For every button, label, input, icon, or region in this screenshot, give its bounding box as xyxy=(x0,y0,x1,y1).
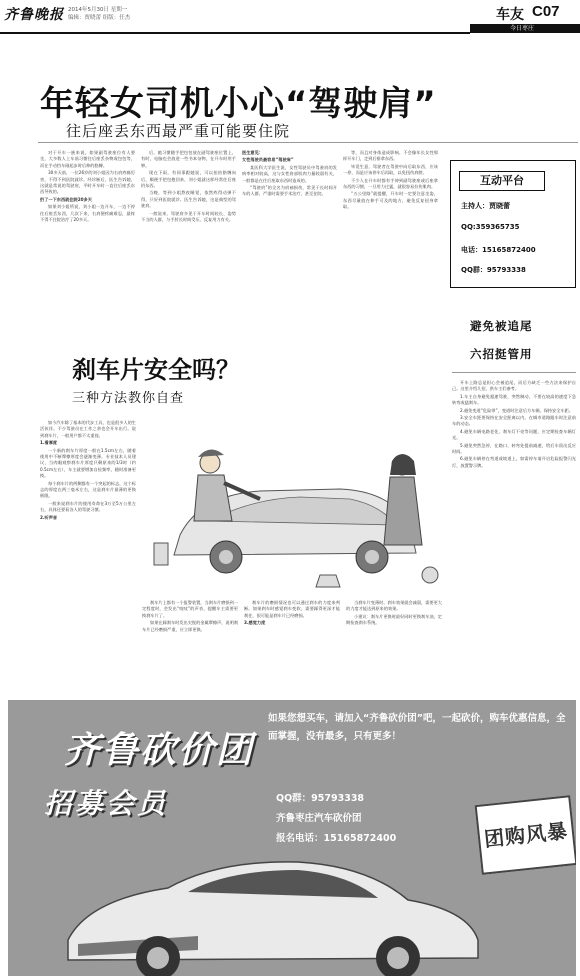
qq-label: QQ: xyxy=(461,223,476,231)
ad-phone-number: 15165872400 xyxy=(323,833,397,844)
tip-paragraph: 5.避免突然急停，在路口、转弯处提前减速，给后车留出反应时间。 xyxy=(452,442,576,455)
tip-paragraph: 3.安全车距要保持在安全距离以内，在城市道路跟车时注意前车的动态。 xyxy=(452,415,576,427)
story1-column-3 xyxy=(242,150,337,340)
ad-qq-number: 95793338 xyxy=(311,793,365,804)
editors-line: 编辑：贾晓蕾 组版：任杰 xyxy=(68,15,131,21)
story2-paragraph: 小建议：刹车片更换时最好同时更换刹车油，定期检查刹车系统。 xyxy=(346,613,442,626)
story2-paragraph: 一般来说刹车片的使用寿命在3万至5万公里左右，具体还要看各人的驾驶习惯。 xyxy=(40,500,136,513)
host-label: 主持人： xyxy=(461,202,489,210)
story1-paragraph: 等，而且对身体造成影响。不会像年长女性那样开车门，走到后排拿东西。 xyxy=(343,150,438,162)
story2-paragraph: 当刹车片变薄时，刹车效果就会减弱，需要更大的力度才能达到原来的效果。 xyxy=(346,600,442,612)
interactive-platform-box xyxy=(450,160,576,288)
story1-column-1 xyxy=(40,150,135,340)
masthead xyxy=(0,0,580,34)
story2-paragraph: 每个刹车片的两侧都有一个突起的标志，这个标志的厚度在两三毫米左右，这是刹车片最薄的更换极限。 xyxy=(40,480,136,499)
story2-headline: 刹车片安全吗？ xyxy=(72,356,240,384)
sub-section-label: 今日枣庄 xyxy=(510,25,535,32)
story1-paragraph: 30多天前，一位26岁的刘小姐因为右肩疼痛厉害，不得不到医院就诊。经诊断后，医生告诉她，这就是常说的驾驶肩，平时开车时一直往后座丢东西导致的。 xyxy=(40,170,135,195)
story1-subhead: 往后座丢东西最严重可能要住院 xyxy=(66,122,291,140)
story2-paragraph: 如今汽车除了基本的代步工具，也是很多人的生活伙伴。不少驾驶员在工作之余也会开车出行。说到刹车片，一般用户都不太重视。 xyxy=(40,420,136,438)
tips-title-2: 六招挺管用 xyxy=(470,347,533,361)
date-line: 2014年5月30日 星期一 xyxy=(68,7,128,13)
story2-paragraph: 如果在踩刹车时发出尖锐的金属摩擦声，说明刹车片已经磨损严重，应立即更换。 xyxy=(142,620,238,632)
story1-paragraph: 某医科大学医生说，女性驾驶员中驾驶肩的发病率相对较高，这与女性肩部肌肉力量较弱有关，一般都是在往后座取东西时造成的。 xyxy=(242,164,337,183)
tel-label: 电话： xyxy=(461,246,482,254)
page-number: C07 xyxy=(532,3,560,20)
ad-qq-line xyxy=(276,790,364,804)
qqgroup-label: QQ群： xyxy=(461,266,487,274)
ad-slogan: 招募会员 xyxy=(44,787,169,820)
story1-paragraph: “驾驶肩”的全名为肩袖损伤，常见于长时间开车的人群，严重时需要手术治疗，甚至住院。 xyxy=(242,185,337,197)
qq-line xyxy=(461,223,520,231)
qq-number: 359365735 xyxy=(475,223,520,231)
story1-paragraph: 对于开车一族来说，如果副驾驶座位有人要坐，大多数人上车前习惯往后座丢杂物或包包等，而在手动挡车刚起步时后伸的胳膊。 xyxy=(40,150,135,168)
advertisement xyxy=(8,700,576,976)
story1-paragraph: 后，她习惯随手把包包放在副驾驶座位置上，有时，电脑也会放进一些书本杂物，在开车时用手够。 xyxy=(141,150,236,168)
story2-paragraph: 刹车片上都有一个报警装置，当刹车片磨损到一定程度时，会发出“吱吱”的声音，提醒车主需要更换刹车片了。 xyxy=(142,600,238,618)
story2-column-1 xyxy=(40,420,136,685)
story2-paragraph: 刹车片的磨损情况也可以通过刹车的力度来判断。如果刹车时感觉刹车变软，需要踩得更深才能刹住，很可能是刹车片已经磨损。 xyxy=(244,600,340,618)
story2-paragraph: 一个新的刹车片厚度一般在1.5cm左右，随着使用中不断摩擦厚度会逐渐变薄。专业技术人员建议，当肉眼观察刹车片厚度只剩原来的1/3时（约0.5cm左右），车主就要增加自检频率，随时准备更换。 xyxy=(40,447,136,479)
story1-paragraph: 如果刘小姐所说，刘小姐一边开车，一边不停往后座丢东西，几次下来，右肩便疼痛难忍，最终不得不住院治疗了20多天。 xyxy=(40,204,135,223)
ad-phone-label: 报名电话： xyxy=(276,833,324,844)
host-name: 贾晓蕾 xyxy=(489,202,510,210)
newspaper-logo: 齐鲁晚报 xyxy=(4,7,64,23)
tip-paragraph: 开车上路总是担心会被追尾，而后方缺乏一些方法来保护自己。这里介绍几招，供车主们参考。 xyxy=(452,380,576,392)
story2-subheading: 1.看厚度 xyxy=(40,440,58,446)
story1-paragraph: 现在下雨，有同事跟她说，可以抬抬胳膊向后，顺便手把包抱回来，刘小姐就这样经常往后座扔东西。 xyxy=(141,170,236,189)
ad-top-line: 如果您想买车，请加入“齐鲁砍价团”吧，一起砍价，购车优惠信息，全面掌握，没有最多，只有更多！ xyxy=(268,713,566,742)
story1-paragraph: 一般说来，驾驶肩多见于开车时间较长、姿势不当的人群，与手肘长时间受压、反复用力有关。 xyxy=(141,210,236,223)
story2-subhead: 三种方法教你自查 xyxy=(72,391,185,406)
ad-car-image xyxy=(48,840,488,976)
tips-column xyxy=(452,380,576,680)
story1-paragraph: 当晚，等到小姐熬夜睡觉，依然疼得动弹不得，只好到医院就诊。医生告诉她，这是典型的驾驶肩。 xyxy=(141,190,236,209)
ad-qq-label: QQ群： xyxy=(276,793,312,804)
story2-column-3 xyxy=(244,600,340,686)
story1-subheading: 女性驾驶员最容易“驾驶肩” xyxy=(242,157,294,163)
story1-column-2 xyxy=(141,150,236,340)
story1-paragraph: 毕竟生意，驾驶者在驾驶中向后取东西，应该一停，而是应该停车后再取，以免扭伤肩膀。 xyxy=(343,163,438,176)
tips-title-1: 避免被追尾 xyxy=(470,319,533,333)
tips-rule xyxy=(452,372,576,373)
story1-subheading: 医生意见： xyxy=(242,150,263,155)
story1-paragraph: “五公里路”就提醒，开车时一定要注意坐姿，东西尽量放在伸手可及的地方，避免反复扭身拿取。 xyxy=(343,191,438,210)
qqgroup-number: 95793338 xyxy=(486,266,526,274)
masthead-rule xyxy=(0,32,470,34)
story2-column-4 xyxy=(346,600,442,686)
section-name: 车友 xyxy=(496,7,524,23)
tip-paragraph: 1.车主自身避免超速驾驶，突然制动，不要在较高的速度下急转弯或猛刹车。 xyxy=(452,393,576,406)
story1-column-4 xyxy=(343,150,438,340)
tel-number: 15165872400 xyxy=(482,246,536,254)
ad-brand: 齐鲁砍价团 xyxy=(64,730,255,771)
tip-paragraph: 4.避免车辆电路老化、刹车灯不亮等问题，应定期检查车辆灯光。 xyxy=(452,428,576,441)
ad-org: 齐鲁枣庄汽车砍价团 xyxy=(276,813,362,824)
story1-rule xyxy=(38,142,578,143)
story2-subheading: 3.感觉力度 xyxy=(244,620,266,626)
story1-subheading: 扔了一下东西就住院20多天 xyxy=(40,196,92,202)
story1-headline: 年轻女司机小心“驾驶肩” xyxy=(40,84,437,124)
qqgroup-line xyxy=(461,265,526,275)
tip-paragraph: 6.避免车辆停在弯道或坡道上，如需停车请开启危险报警闪光灯，放置警示牌。 xyxy=(452,456,576,468)
ad-badge-text: 团购风暴 xyxy=(482,818,570,852)
story2-subheading: 2.听声音 xyxy=(40,514,58,520)
car-mechanic-illustration xyxy=(140,425,444,595)
host-line xyxy=(461,201,510,211)
tel-line xyxy=(461,245,536,255)
tip-paragraph: 2.避免变道“危险带”，变道时注意后方车辆，保持安全车距。 xyxy=(460,407,574,413)
story1-paragraph: 不少人在开车时都有手伸到副驾驶座或后座拿东西的习惯，一旦用力过猛，就很容易拉伤肌肉。 xyxy=(343,177,438,190)
interactive-platform-title: 互动平台 xyxy=(459,171,545,191)
ad-badge xyxy=(475,795,576,875)
story2-column-2 xyxy=(142,600,238,686)
